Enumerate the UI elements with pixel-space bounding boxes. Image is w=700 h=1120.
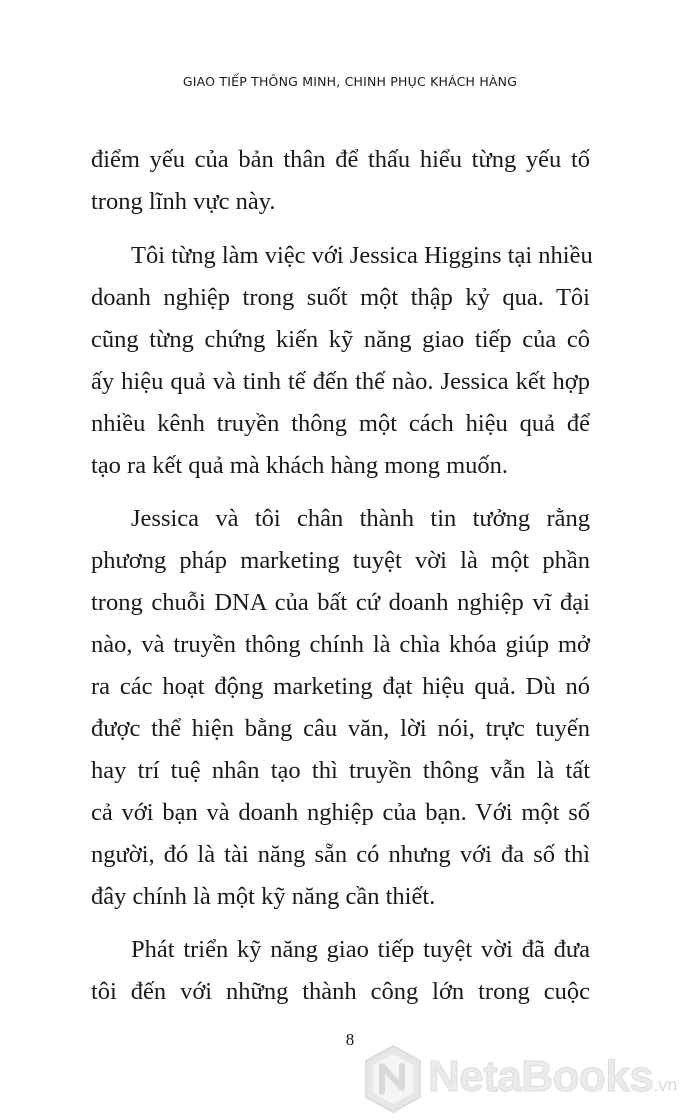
body-line: cả với bạn và doanh nghiệp của bạn. Với một số — [91, 799, 590, 826]
body-line: tôi đến với những thành công lớn trong cuộc — [91, 978, 590, 1005]
watermark-brand-name: NetaBooks — [428, 1052, 654, 1101]
body-line: đây chính là một kỹ năng cần thiết. — [91, 883, 436, 910]
body-line: người, đó là tài năng sẵn có nhưng với đa số thì — [91, 841, 590, 868]
body-line: trong chuỗi DNA của bất cứ doanh nghiệp vĩ đại — [91, 589, 590, 616]
body-line: Phát triển kỹ năng giao tiếp tuyệt vời đã đưa — [131, 936, 590, 963]
body-line: tạo ra kết quả mà khách hàng mong muốn. — [91, 452, 509, 479]
body-line: nhiều kênh truyền thông một cách hiệu quả để — [91, 410, 590, 437]
body-line: phương pháp marketing tuyệt vời là một phần — [91, 547, 590, 574]
body-line: hay trí tuệ nhân tạo thì truyền thông vẫn là tất — [91, 757, 590, 784]
body-line: điểm yếu của bản thân để thấu hiểu từng yếu tố — [91, 146, 590, 173]
body-line: doanh nghiệp trong suốt một thập kỷ qua. Tôi — [91, 284, 590, 311]
running-header: GIAO TIẾP THÔNG MINH, CHINH PHỤC KHÁCH HÀNG — [182, 74, 518, 89]
body-line: cũng từng chứng kiến kỹ năng giao tiếp của cô — [91, 326, 590, 353]
body-line: nào, và truyền thông chính là chìa khóa giúp mở — [91, 631, 590, 658]
body-line: được thể hiện bằng câu văn, lời nói, trực tuyến — [91, 715, 590, 742]
body-line: ấy hiệu quả và tinh tế đến thế nào. Jessica kết hợp — [91, 368, 590, 395]
watermark — [362, 1044, 692, 1114]
watermark-suffix: .vn — [653, 1075, 678, 1095]
page-number: 8 — [345, 1030, 355, 1049]
body-line: ra các hoạt động marketing đạt hiệu quả. Dù nó — [91, 673, 590, 700]
body-line: trong lĩnh vực này. — [91, 188, 276, 215]
body-line: Jessica và tôi chân thành tin tưởng rằng — [131, 505, 590, 532]
netabooks-logo-icon — [362, 1044, 424, 1114]
watermark-brand — [428, 1052, 677, 1102]
body-line: Tôi từng làm việc với Jessica Higgins tại nhiều — [131, 242, 593, 269]
